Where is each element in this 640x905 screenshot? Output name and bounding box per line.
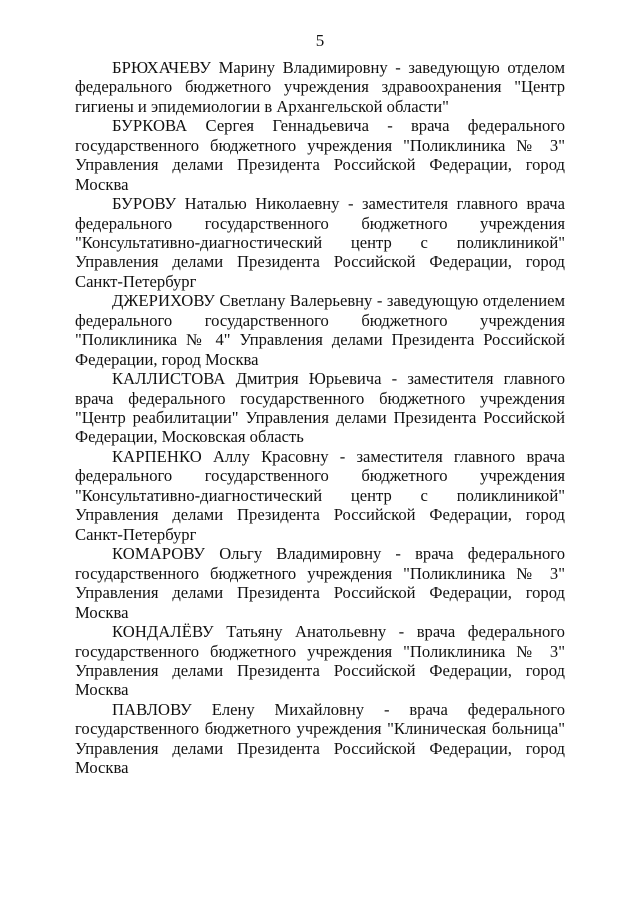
list-item (75, 447, 565, 544)
entry-details: Марину Владимировну - заведующую отделом федерального бюджетного учреждения здравоохранения "Центр гигиены и эпидемиологии в Архангельской области" (75, 58, 565, 116)
entry-details: Светлану Валерьевну - заведующую отделением федерального государственного бюджетного учреждения "Поликлиника № 4" Управления делами Президента Российской Федерации, город Москва (75, 291, 565, 369)
entry-details: Елену Михайловну - врача федерального государственного бюджетного учреждения "Клиническая больница" Управления делами Президента Российской Федерации, город Москва (75, 699, 565, 778)
entry-surname: КОМАРОВУ (112, 544, 206, 564)
entry-details: Татьяну Анатольевну - врача федерального государственного бюджетного учреждения "Поликлиника № 3" Управления делами Президента Российской Федерации, город Москва (75, 622, 565, 700)
entry-details: Дмитрия Юрьевича - заместителя главного врача федерального государственного бюджетного учреждения "Центр реабилитации" Управления делами Президента Российской Федерации, Московская область (75, 369, 565, 447)
list-item (75, 194, 565, 291)
list-item (75, 700, 565, 778)
entry-surname: ПАВЛОВУ (112, 699, 192, 719)
list-item (75, 116, 565, 194)
list-item (75, 58, 565, 116)
entry-surname: КАЛЛИСТОВА (112, 369, 226, 389)
entry-details: Сергея Геннадьевича - врача федерального государственного бюджетного учреждения "Поликлиника № 3" Управления делами Президента Российской Федерации, город Москва (75, 116, 566, 194)
award-list (75, 58, 565, 778)
list-item (75, 622, 565, 700)
entry-details: Аллу Красовну - заместителя главного врача федерального государственного бюджетного учреждения "Консультативно-диагностический центр с поликлиникой" Управления делами Президента Российской Федерации, город Санкт-Петербург (75, 447, 565, 544)
entry-surname: ДЖЕРИХОВУ (112, 291, 216, 311)
entry-details: Ольгу Владимировну - врача федерального государственного бюджетного учреждения "Поликлиника № 3" Управления делами Президента Российской Федерации, город Москва (75, 544, 565, 622)
entry-surname: БРЮХАЧЕВУ (112, 58, 212, 77)
page-number: 5 (315, 31, 325, 50)
entry-surname: КОНДАЛЁВУ (112, 622, 214, 642)
entry-surname: БУРОВУ (112, 194, 177, 214)
entry-surname: КАРПЕНКО (112, 447, 202, 467)
list-item (75, 291, 565, 369)
list-item (75, 369, 565, 447)
entry-details: Наталью Николаевну - заместителя главного врача федерального государственного бюджетного учреждения "Консультативно-диагностический центр с поликлиникой" Управления делами Президента Российской Федерации, город Санкт-Петербург (75, 194, 565, 291)
entry-surname: БУРКОВА (112, 116, 188, 136)
list-item (75, 544, 565, 622)
